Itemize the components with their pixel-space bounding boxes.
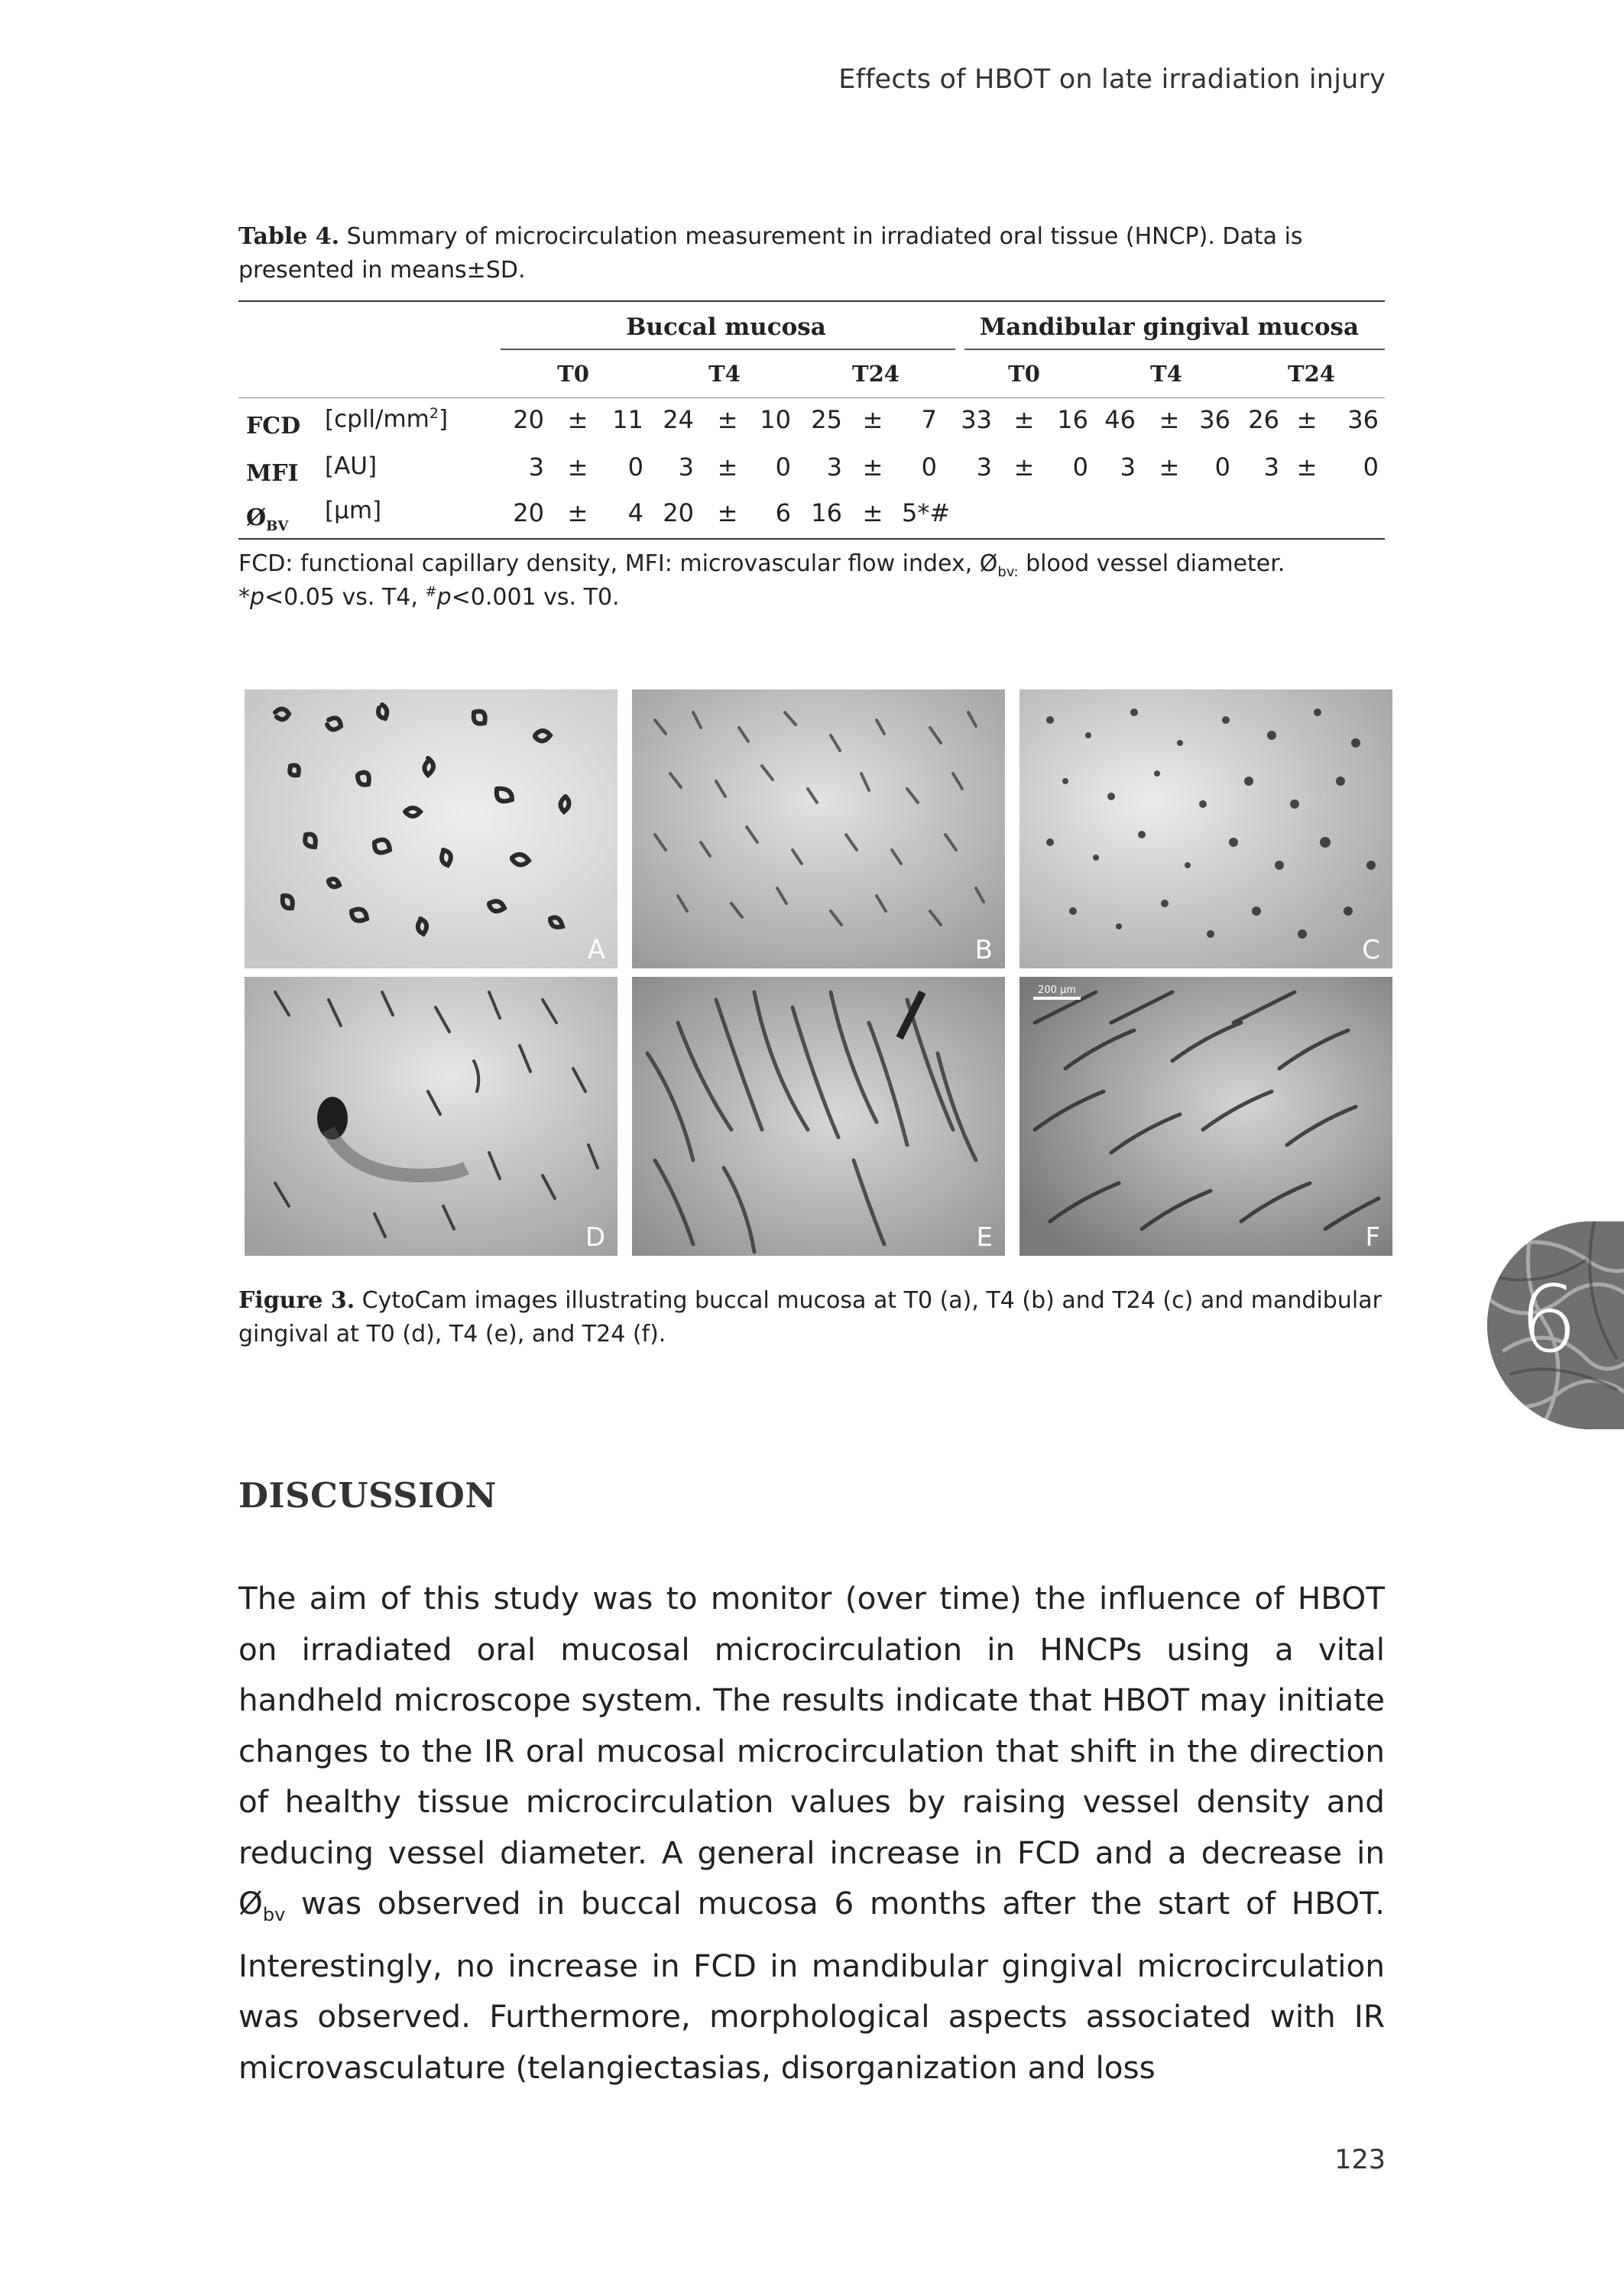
cell-sd: 11 [612, 405, 643, 434]
table-footnote-abbreviations: FCD: functional capillary density, MFI: microvascular flow index, $Ø_{bv:}$ blood vessel diameter. [238, 550, 1285, 580]
row-label-fcd: FCD [246, 413, 301, 439]
section-heading: DISCUSSION [238, 1475, 498, 1516]
cell-mean: 3 [678, 452, 694, 482]
cell-mean: 33 [961, 405, 992, 434]
cell-sd: 16 [1057, 405, 1088, 434]
time-header: T0 [1008, 361, 1040, 387]
cell-mean: 20 [663, 498, 694, 527]
cell-pm: ± [1013, 405, 1035, 434]
micrograph-f [1019, 977, 1392, 1256]
cell-sd: 7 [921, 405, 937, 434]
group-header-buccal: Buccal mucosa [626, 313, 826, 341]
cell-mean: 25 [811, 405, 842, 434]
group-rule-mandibular [964, 349, 1385, 350]
cell-mean: 3 [528, 452, 544, 482]
cell-pm: ± [567, 498, 588, 527]
cell-sd: 0 [775, 452, 791, 482]
cell-pm: ± [862, 405, 883, 434]
table-caption-text: Summary of microcirculation measurement in irradiated oral tissue (HNCP). Data is presented in means±SD. [238, 223, 1303, 284]
time-header: T4 [1150, 361, 1182, 387]
cell-sd: 6 [775, 498, 791, 527]
figure-caption-text: CytoCam images illustrating buccal mucosa at T0 (a), T4 (b) and T24 (c) and mandibular gingival at T0 (d), T4 (e), and T24 (f). [238, 1287, 1382, 1348]
figure-panel-a [245, 689, 618, 968]
cell-mean: 24 [663, 405, 694, 434]
cell-sd: 0 [1363, 452, 1379, 482]
time-header: T4 [708, 361, 741, 387]
panel-label: F [1365, 1222, 1380, 1253]
chapter-tab [1487, 1221, 1624, 1429]
cell-sd: 5*# [902, 498, 951, 527]
cell-sd: 0 [1214, 452, 1230, 482]
row-label-mfi: MFI [246, 460, 299, 487]
table-caption [238, 220, 1385, 287]
cell-mean: 46 [1104, 405, 1136, 434]
cell-pm: ± [862, 452, 883, 482]
cell-mean: 3 [1120, 452, 1136, 482]
micrograph-c [1019, 689, 1392, 968]
cell-mean: 26 [1248, 405, 1279, 434]
group-header-mandibular: Mandibular gingival mucosa [979, 313, 1360, 341]
cell-sd: 0 [921, 452, 937, 482]
cell-pm: ± [567, 452, 588, 482]
panel-label: D [585, 1222, 605, 1253]
figure-panel-d [245, 977, 618, 1256]
cell-sd: 36 [1347, 405, 1379, 434]
cell-pm: ± [1159, 405, 1180, 434]
table-bottom-rule [238, 538, 1385, 540]
row-unit-fcd: $[cpll/mm^2]$ [325, 405, 449, 433]
cell-sd: 10 [760, 405, 791, 434]
panel-label: E [976, 1222, 993, 1253]
micrograph-d [245, 977, 618, 1256]
cell-sd: 36 [1199, 405, 1230, 434]
running-header: Effects of HBOT on late irradiation injury [838, 64, 1386, 95]
scale-bar: 200 μm [1033, 984, 1081, 1000]
row-unit-diameter: [μm] [325, 497, 382, 524]
cell-mean: 16 [811, 498, 842, 527]
table-top-rule [238, 300, 1385, 302]
figure-panel-b [632, 689, 1005, 968]
cell-mean: 3 [826, 452, 842, 482]
header-rule [238, 397, 1385, 398]
time-header: T0 [557, 361, 589, 387]
cell-mean: 20 [513, 405, 544, 434]
table-footnote-significance: *p<0.05 vs. T4, #p<0.001 vs. T0. [238, 584, 620, 611]
cell-mean: 20 [513, 498, 544, 527]
cell-pm: ± [1296, 452, 1318, 482]
figure-caption-label: Figure 3. [238, 1287, 355, 1314]
time-header: T24 [1288, 361, 1335, 387]
cell-pm: ± [1296, 405, 1318, 434]
group-rule-buccal [501, 349, 955, 350]
micrograph-b [632, 689, 1005, 968]
micrograph-a [245, 689, 618, 968]
panel-label: A [587, 935, 605, 965]
cell-mean: 3 [1263, 452, 1279, 482]
cell-pm: ± [717, 452, 738, 482]
figure-panel-c [1019, 689, 1392, 968]
cell-pm: ± [717, 405, 738, 434]
cell-sd: 4 [627, 498, 643, 527]
figure-caption [238, 1284, 1385, 1351]
cell-sd: 0 [1072, 452, 1088, 482]
cell-pm: ± [567, 405, 588, 434]
page-number: 123 [1334, 2145, 1386, 2175]
discussion-paragraph: The aim of this study was to monitor (over time) the influence of HBOT on irradiated oral mucosal microcirculation in HNCPs using a vital handheld microscope system. The results indicate that HBOT may initiate changes to the IR oral mucosal microcirculation that shift in the direction of healthy tissue microcirculation values by raising vessel density and reducing vessel diameter. A general increase in FCD and a decrease in $Ø_{bv}$ was observed in buccal mucosa 6 months after the start of HBOT. Interestingly, no increase in FCD in mandibular gingival microcirculation was observed. Furthermore, morphological aspects associated with IR microvasculature (telangiectasias, disorganization and loss [238, 1580, 1385, 2086]
panel-label: B [974, 935, 993, 965]
micrograph-e [632, 977, 1005, 1256]
table-caption-label: Table 4. [238, 223, 340, 250]
cell-mean: 3 [976, 452, 992, 482]
cell-sd: 0 [627, 452, 643, 482]
row-label-diameter: $Ø_{BV}$ [246, 504, 289, 534]
panel-label: C [1362, 935, 1380, 965]
row-unit-mfi: [AU] [325, 452, 378, 480]
cell-pm: ± [1159, 452, 1180, 482]
cell-pm: ± [717, 498, 738, 527]
cell-pm: ± [1013, 452, 1035, 482]
time-header: T24 [852, 361, 900, 387]
figure-panel-e [632, 977, 1005, 1256]
chapter-number: 6 [1519, 1267, 1578, 1374]
figure-panel-f [1019, 977, 1392, 1256]
cell-pm: ± [862, 498, 883, 527]
